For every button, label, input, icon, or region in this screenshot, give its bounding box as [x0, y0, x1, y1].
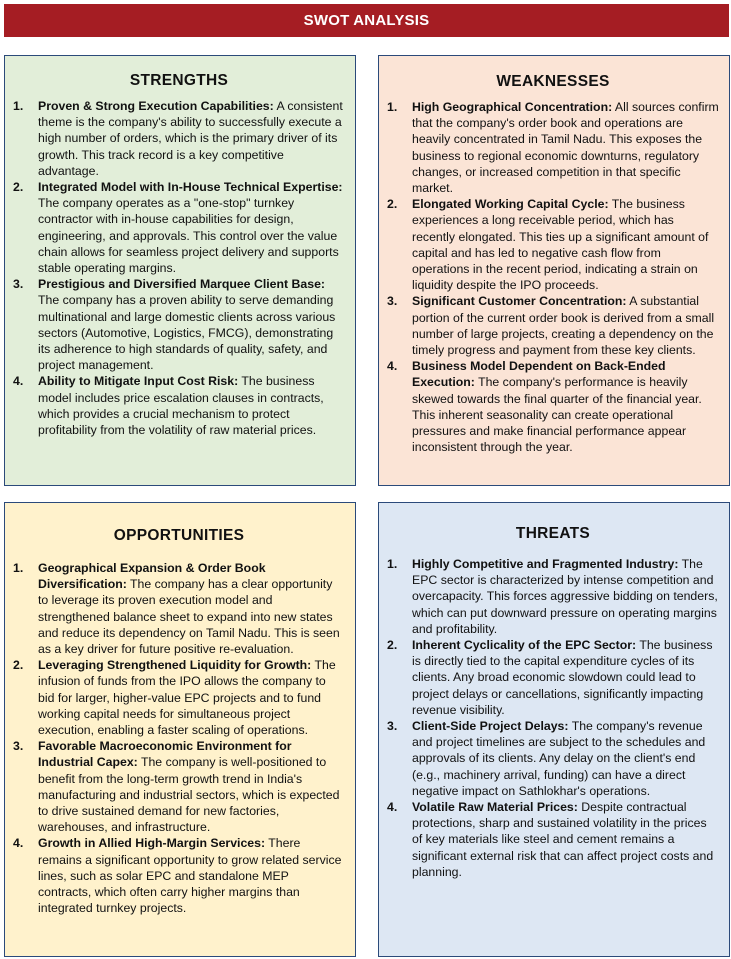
item-heading: Ability to Mitigate Input Cost Risk:: [38, 374, 239, 389]
opportunities-list: [13, 560, 345, 916]
item-number: 3.: [13, 277, 24, 292]
list-item: [387, 718, 719, 799]
item-number: 1.: [387, 557, 398, 571]
item-heading: Geographical Expansion & Order Book Diversification:: [38, 561, 266, 592]
item-number: 1.: [13, 99, 24, 113]
item-number: 3.: [387, 294, 398, 309]
weaknesses-heading: WEAKNESSES: [496, 73, 610, 90]
item-heading: Prestigious and Diversified Marquee Client Base:: [38, 277, 326, 292]
item-heading: Volatile Raw Material Prices:: [412, 800, 578, 815]
threats-list: [387, 556, 719, 880]
item-heading: Client-Side Project Delays:: [412, 719, 569, 734]
item-number: 4.: [387, 359, 398, 374]
item-body: All sources confirm that the company's order book and operations are heavily concentrated in Tamil Nadu. This exposes the business to regional economic downturns, regulatory changes, or increased competition in that specific market.: [412, 100, 719, 196]
item-number: 3.: [13, 739, 24, 754]
item-heading: High Geographical Concentration:: [412, 100, 613, 114]
item-body: The company operates as a "one-stop" turnkey contractor with in-house capabilities for design, engineering, and approvals. This control over the value chain allows for seamless project delivery and supports stable operating margins.: [38, 196, 339, 276]
list-item: [387, 358, 719, 455]
item-heading: Favorable Macroeconomic Environment for Industrial Capex:: [38, 739, 292, 770]
item-body: The EPC sector is characterized by intense competition and overcapacity. This forces aggressive bidding on tenders, which can put downward pressure on operating margins and profitability.: [412, 557, 718, 636]
list-item: [13, 98, 345, 179]
list-item: [13, 738, 345, 835]
weaknesses-quadrant: [378, 55, 730, 486]
item-body: There remains a significant opportunity to grow related service lines, such as solar EPC and standalone MEP contracts, which often carry higher margins than integrated turnkey projects.: [38, 836, 342, 916]
opportunities-heading: OPPORTUNITIES: [113, 527, 245, 544]
item-heading: Leveraging Strengthened Liquidity for Growth:: [38, 658, 312, 673]
item-body: The company has a clear opportunity to leverage its proven execution model and strengthened balance sheet to expand into new states and reduce its dependency on Tamil Nadu. This is seen as a key driver for future positive re-evaluation.: [38, 577, 340, 657]
item-body: Despite contractual protections, sharp and sustained volatility in the prices of key materials like steel and cement remains a significant external risk that can affect project costs and planning.: [412, 800, 714, 879]
item-body: The company is well-positioned to benefit from the long-term growth trend in India's manufacturing and industrial sectors, which is expected to drive sustained demand for new factories, warehouses, and infrastructure.: [38, 755, 340, 835]
list-item: [387, 293, 719, 358]
item-number: 4.: [387, 800, 398, 815]
item-number: 2.: [13, 658, 24, 673]
item-number: 4.: [13, 374, 24, 389]
item-body: A substantial portion of the current order book is derived from a small number of large projects, creating a dependency on the timely progress and payment from these key clients.: [412, 294, 715, 358]
item-heading: Significant Customer Concentration:: [412, 294, 627, 309]
list-item: [13, 560, 345, 657]
opportunities-quadrant: [4, 502, 356, 957]
item-heading: Integrated Model with In-House Technical Expertise:: [38, 180, 343, 195]
item-heading: Highly Competitive and Fragmented Industry:: [412, 557, 679, 571]
list-item: [13, 835, 345, 916]
item-body: The business experiences a long receivable period, which has recently elongated. This ties up a significant amount of capital and has led to negative cash flow from operations in the recent period, indicating a strain on liquidity despite the IPO proceeds.: [412, 197, 709, 293]
item-body: The company's revenue and project timelines are subject to the schedules and approvals of its clients. Any delay on the client's end (e.g., machinery arrival, funding) can have a direct negative impact on Sathlokhar's operations.: [412, 719, 706, 798]
item-body: The company's performance is heavily skewed towards the final quarter of the financial year. This inherent seasonality can create operational pressures and make financial performance appear inconsistent through the year.: [412, 375, 702, 455]
item-number: 1.: [13, 561, 24, 575]
item-body: The business model includes price escalation clauses in contracts, which provides a crucial mechanism to protect profitability from the volatility of raw material prices.: [38, 374, 324, 438]
item-number: 2.: [387, 197, 398, 212]
item-heading: Proven & Strong Execution Capabilities:: [38, 99, 274, 113]
list-item: [387, 196, 719, 293]
threats-heading: THREATS: [515, 525, 591, 542]
swot-title-banner: SWOT ANALYSIS: [4, 4, 729, 37]
item-number: 2.: [13, 180, 24, 195]
item-heading: Business Model Dependent on Back-Ended Execution:: [412, 359, 666, 390]
list-item: [13, 276, 345, 373]
strengths-list: [13, 98, 345, 438]
item-body: The business is directly tied to the capital expenditure cycles of its clients. Any broad economic slowdown could lead to project delays or cancellations, significantly impacting revenue visibility.: [412, 638, 713, 717]
list-item: [387, 799, 719, 880]
list-item: [13, 179, 345, 276]
item-body: The infusion of funds from the IPO allows the company to bid for larger, higher-value EPC projects and to fund working capital needs for simultaneous project execution, enabling a faster scaling of operations.: [38, 658, 336, 738]
strengths-quadrant: [4, 55, 356, 486]
item-number: 1.: [387, 100, 398, 114]
item-number: 3.: [387, 719, 398, 734]
strengths-heading: STRENGTHS: [129, 72, 229, 89]
threats-quadrant: [378, 502, 730, 957]
list-item: [387, 637, 719, 718]
item-number: 2.: [387, 638, 398, 653]
weaknesses-list: [387, 99, 719, 455]
item-number: 4.: [13, 836, 24, 851]
list-item: [387, 556, 719, 637]
item-heading: Inherent Cyclicality of the EPC Sector:: [412, 638, 637, 653]
item-body: A consistent theme is the company's ability to successfully execute a high number of orders, which is the primary driver of its growth. This track record is a key competitive advantage.: [38, 99, 343, 178]
list-item: [13, 373, 345, 438]
item-heading: Elongated Working Capital Cycle:: [412, 197, 609, 212]
list-item: [13, 657, 345, 738]
item-heading: Growth in Allied High-Margin Services:: [38, 836, 266, 851]
item-body: The company has a proven ability to serve demanding multinational and large domestic clients across various sectors (Automotive, Logistics, FMCG), demonstrating its adherence to high standards of quality, safety, and project management.: [38, 293, 336, 373]
list-item: [387, 99, 719, 196]
